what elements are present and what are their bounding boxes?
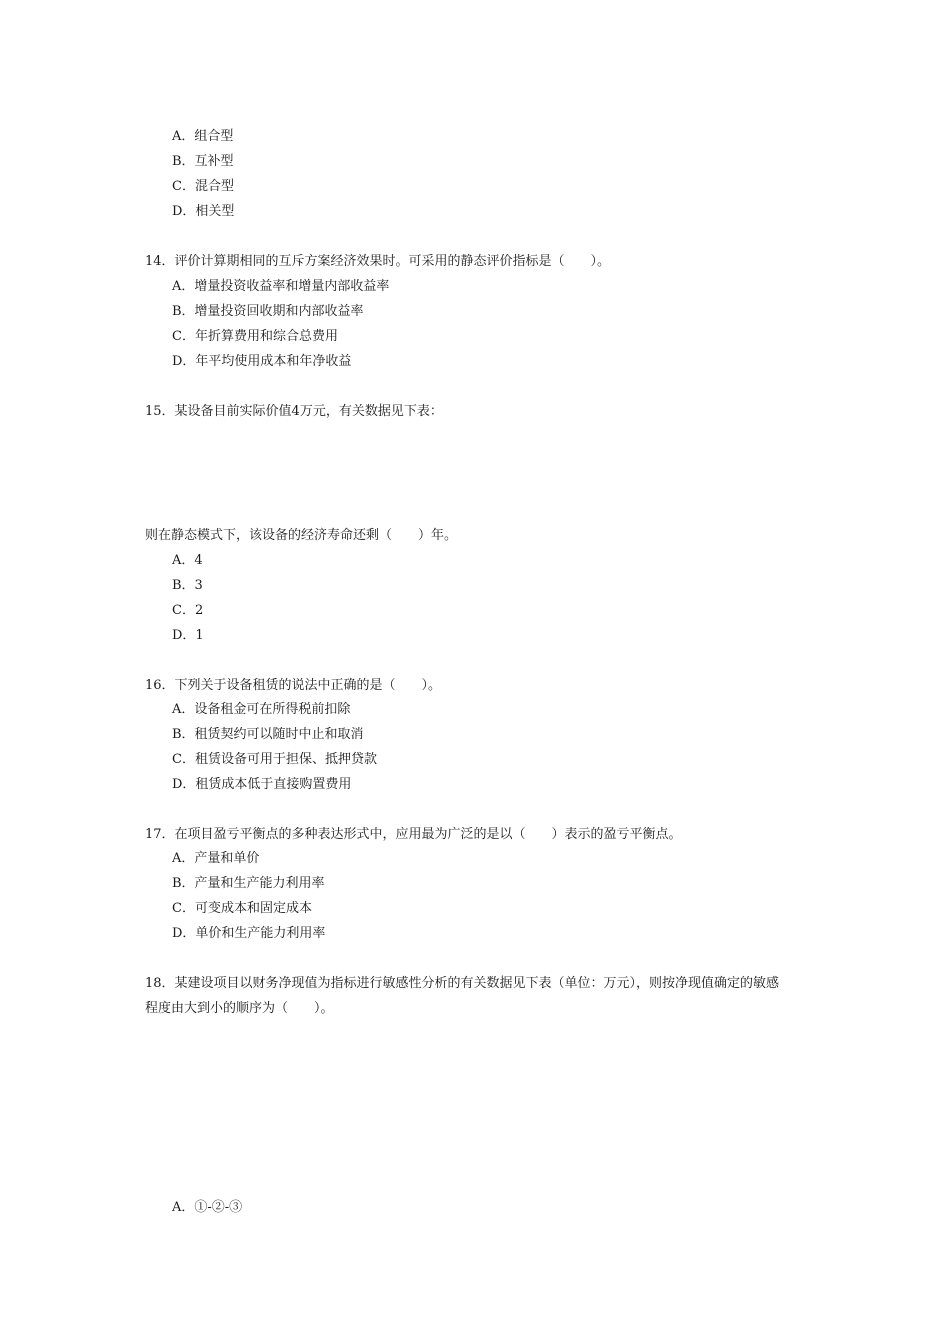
q17-option-a: A．产量和单价 <box>172 851 260 866</box>
q18-stem-line2: 程度由大到小的顺序为（ ）。 <box>145 1001 334 1016</box>
q14-option-b: B．增量投资回收期和内部收益率 <box>172 304 364 319</box>
q13-option-b: B．互补型 <box>172 154 234 169</box>
q14-option-a: A．增量投资收益率和增量内部收益率 <box>172 279 390 294</box>
q15-stem: 15．某设备目前实际价值4万元，有关数据见下表： <box>145 404 443 419</box>
q17-option-c: C．可变成本和固定成本 <box>172 901 312 916</box>
q13-option-a: A．组合型 <box>172 129 234 144</box>
q18-option-a: A．①-②-③ <box>172 1200 243 1215</box>
q14-option-d: D．年平均使用成本和年净收益 <box>172 354 352 369</box>
q17-stem: 17．在项目盈亏平衡点的多种表达形式中，应用最为广泛的是以（ ）表示的盈亏平衡点。 <box>145 827 682 842</box>
q16-option-c: C．租赁设备可用于担保、抵押贷款 <box>172 752 377 767</box>
q15-option-b: B．3 <box>172 578 203 593</box>
q16-option-d: D．租赁成本低于直接购置费用 <box>172 777 352 792</box>
q14-stem: 14．评价计算期相同的互斥方案经济效果时。可采用的静态评价指标是（ ）。 <box>145 254 611 269</box>
q14-option-c: C．年折算费用和综合总费用 <box>172 329 338 344</box>
q13-option-d: D．相关型 <box>172 204 235 219</box>
q13-option-c: C．混合型 <box>172 179 234 194</box>
q16-option-a: A．设备租金可在所得税前扣除 <box>172 702 351 717</box>
q17-option-d: D．单价和生产能力利用率 <box>172 926 326 941</box>
q15-option-c: C．2 <box>172 603 204 618</box>
q17-option-b: B．产量和生产能力利用率 <box>172 876 325 891</box>
q16-stem: 16．下列关于设备租赁的说法中正确的是（ ）。 <box>145 678 442 693</box>
q15-option-d: D．1 <box>172 628 204 643</box>
q16-option-b: B．租赁契约可以随时中止和取消 <box>172 727 364 742</box>
q18-stem-line1: 18．某建设项目以财务净现值为指标进行敏感性分析的有关数据见下表（单位：万元），则按净现值确定的敏感 <box>145 976 780 991</box>
q15-stem-continuation: 则在静态模式下，该设备的经济寿命还剩（ ）年。 <box>145 528 458 543</box>
q15-option-a: A．4 <box>172 553 203 568</box>
